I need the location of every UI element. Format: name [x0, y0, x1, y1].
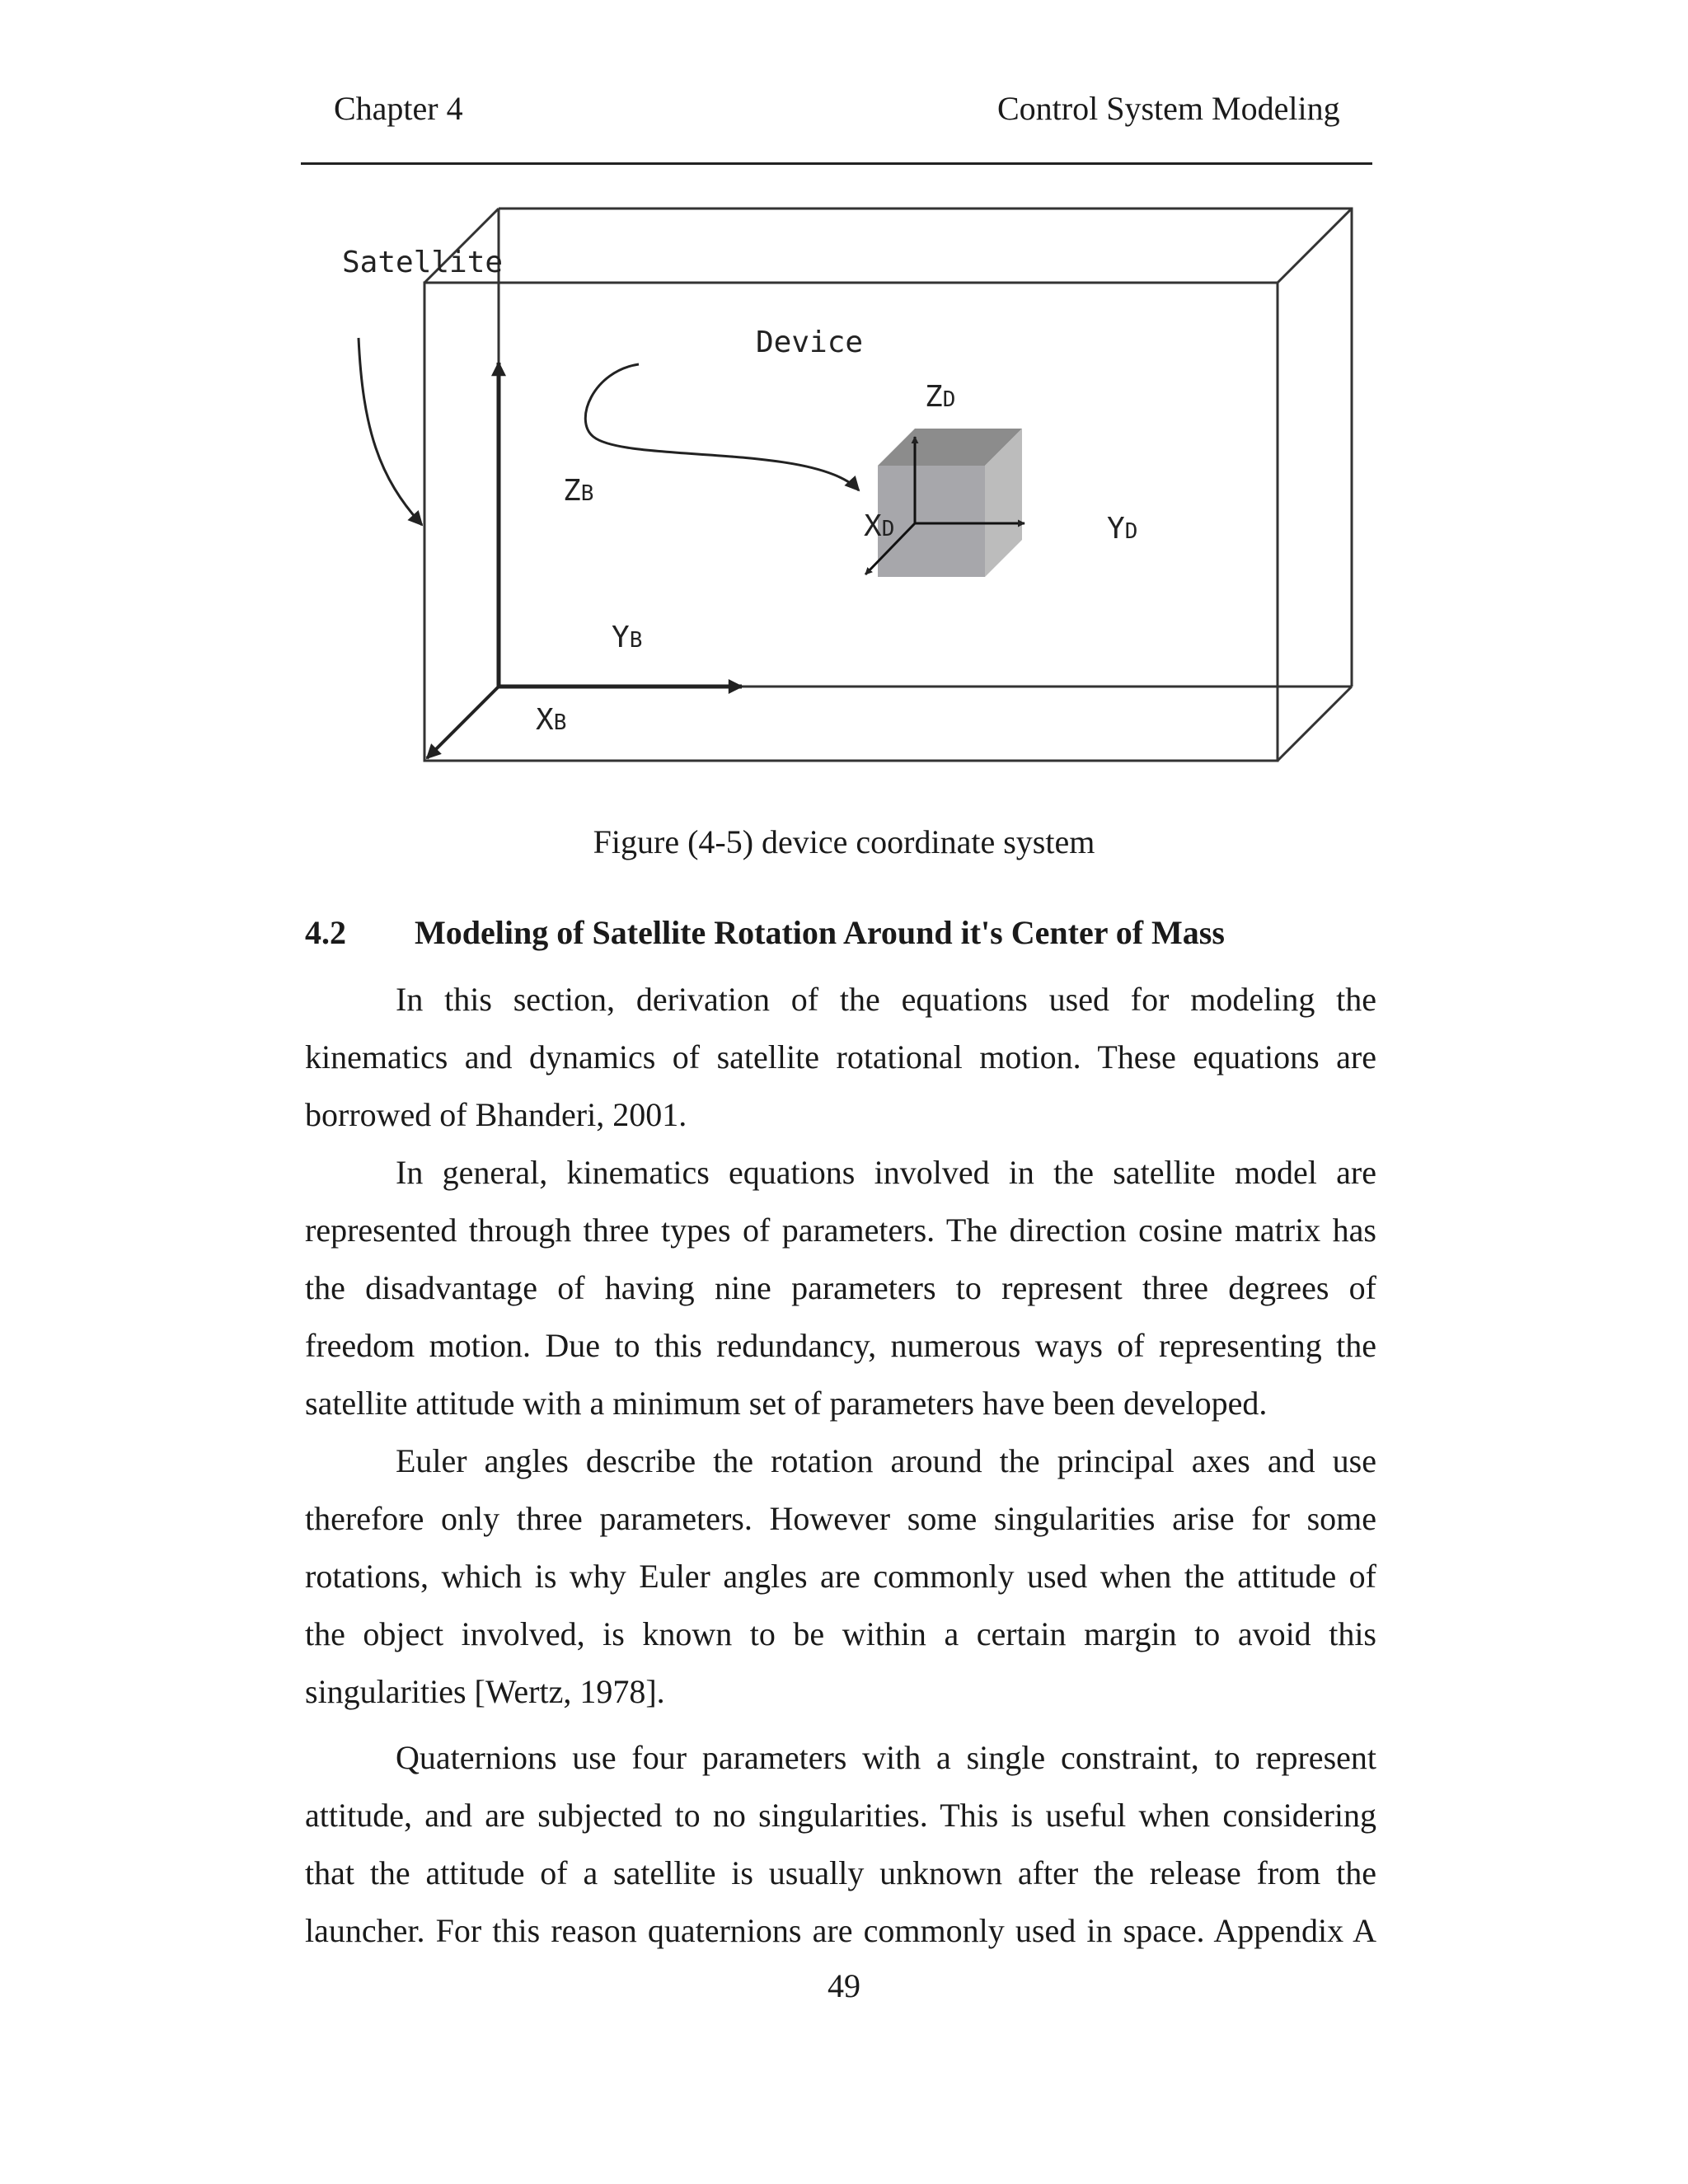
- yd-label: YD: [1107, 512, 1138, 546]
- text-line: the object involved, is known to be within a certain margin to avoid this: [305, 1615, 1376, 1652]
- text-line: rotations, which is why Euler angles are commonly used when the attitude of: [305, 1558, 1376, 1595]
- text-line: represented through three types of parameters. The direction cosine matrix has: [305, 1212, 1376, 1249]
- section-number: 4.2: [305, 914, 346, 951]
- device-pointer-arrow: [585, 364, 859, 490]
- xd-label: XD: [864, 509, 895, 543]
- yb-label: YB: [612, 621, 643, 654]
- text-line: In general, kinematics equations involved in the satellite model are: [396, 1154, 1376, 1191]
- text-line: the disadvantage of having nine parameters to represent three degrees of: [305, 1269, 1376, 1306]
- page-number: 49: [828, 1967, 860, 2004]
- paragraph-3: [305, 1432, 1376, 1721]
- paragraph-2: [305, 1144, 1376, 1432]
- text-line: satellite attitude with a minimum set of parameters have been developed.: [305, 1385, 1268, 1422]
- device-label: Device: [756, 326, 864, 359]
- xb-axis: [427, 687, 499, 758]
- device-coordinate-figure: [0, 0, 1688, 824]
- device-cube: [878, 429, 1022, 577]
- text-line: borrowed of Bhanderi, 2001.: [305, 1096, 687, 1133]
- zb-label: ZB: [563, 474, 594, 508]
- text-line: freedom motion. Due to this redundancy, numerous ways of representing the: [305, 1327, 1376, 1364]
- text-line: singularities [Wertz, 1978].: [305, 1673, 665, 1710]
- satellite-pointer-arrow: [359, 338, 422, 525]
- text-line: therefore only three parameters. However some singularities arise for some: [305, 1500, 1376, 1537]
- running-header-chapter: Chapter 4: [334, 90, 463, 127]
- text-line: launcher. For this reason quaternions are commonly used in space. Appendix A: [305, 1912, 1376, 1949]
- text-line: Quaternions use four parameters with a single constraint, to represent: [396, 1739, 1376, 1776]
- figure-caption: Figure (4-5) device coordinate system: [593, 823, 1095, 860]
- text-line: In this section, derivation of the equations used for modeling the: [396, 981, 1376, 1018]
- satellite-label: Satellite: [342, 246, 504, 279]
- text-line: attitude, and are subjected to no singularities. This is useful when considering: [305, 1797, 1376, 1834]
- xb-label: XB: [536, 703, 567, 737]
- text-line: kinematics and dynamics of satellite rotational motion. These equations are: [305, 1038, 1376, 1076]
- running-header-title: Control System Modeling: [997, 90, 1340, 127]
- text-line: that the attitude of a satellite is usually unknown after the release from the: [305, 1854, 1376, 1891]
- zd-label: ZD: [925, 380, 956, 414]
- section-title: Modeling of Satellite Rotation Around it's Center of Mass: [415, 914, 1225, 951]
- paragraph-1: [305, 971, 1376, 1144]
- text-line: Euler angles describe the rotation around the principal axes and use: [396, 1442, 1376, 1479]
- paragraph-4: [305, 1729, 1376, 1960]
